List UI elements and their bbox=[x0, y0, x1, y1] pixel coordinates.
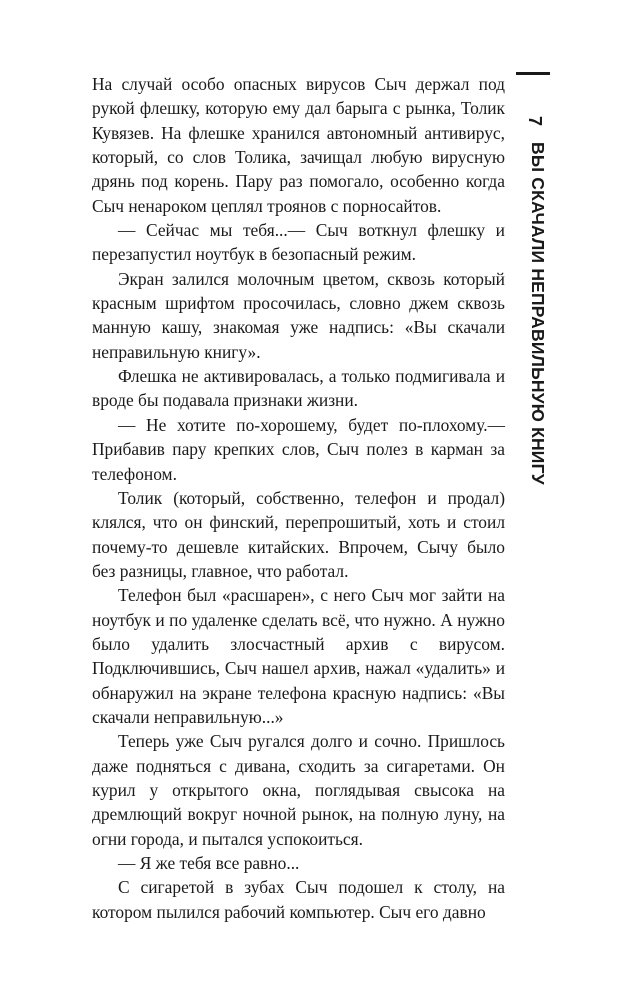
paragraph: Теперь уже Сыч ругался долго и сочно. Пришлось даже подняться с дивана, сходить за сигаретами. Он курил у открытого окна, поглядывая свысока на дремлющий вокруг ночной рынок, на полную луну, на огни города, и пытался успокоиться. bbox=[92, 731, 505, 849]
paragraph: — Я же тебя все равно... bbox=[118, 853, 300, 873]
paragraph: Телефон был «расшарен», с него Сыч мог зайти на ноутбук и по удаленке сделать всё, что нужно. А нужно было удалить злосчастный архив с вирусом. Подключившись, Сыч нашел архив, нажал «удалить» и обнаружил на экране телефона красную надпись: «Вы скачали неправильную...» bbox=[92, 585, 505, 727]
running-head-title: ВЫ СКАЧАЛИ НЕПРАВИЛЬНУЮ КНИГУ bbox=[528, 142, 548, 485]
page-body-text bbox=[92, 72, 505, 924]
paragraph: Флешка не активировалась, а только подмигивала и вроде бы подавала признаки жизни. bbox=[92, 366, 505, 411]
page-number: 7 bbox=[525, 115, 545, 126]
paragraph: На случай особо опасных вирусов Сыч держал под рукой флешку, которую ему дал барыга с рынка, Толик Кувязев. На флешке хранился автономный антивирус, который, со слов Толика, зачищал любую вирусную дрянь под корень. Пару раз помогало, особенно когда Сыч ненароком цеплял троянов с порносайтов. bbox=[92, 74, 505, 216]
paragraph: Экран залился молочным цветом, сквозь который красным шрифтом просочилась, словно джем сквозь манную кашу, знакомая уже надпись: «Вы скачали неправильную книгу». bbox=[92, 268, 505, 362]
paragraph: — Не хотите по-хорошему, будет по-плохому.— Прибавив пару крепких слов, Сыч полез в карман за телефоном. bbox=[92, 414, 505, 484]
paragraph: — Сейчас мы тебя...— Сыч воткнул флешку и перезапустил ноутбук в безопасный режим. bbox=[92, 220, 505, 265]
paragraph: Толик (который, собственно, телефон и продал) клялся, что он финский, перепрошитый, хоть и стоил почему-то дешевле китайских. Впрочем, Сычу было без разницы, главное, что работал. bbox=[92, 487, 505, 581]
running-head-rule bbox=[516, 72, 550, 75]
paragraph: С сигаретой в зубах Сыч подошел к столу, на котором пылился рабочий компьютер. Сыч его давно bbox=[92, 877, 505, 922]
running-head bbox=[506, 72, 546, 572]
